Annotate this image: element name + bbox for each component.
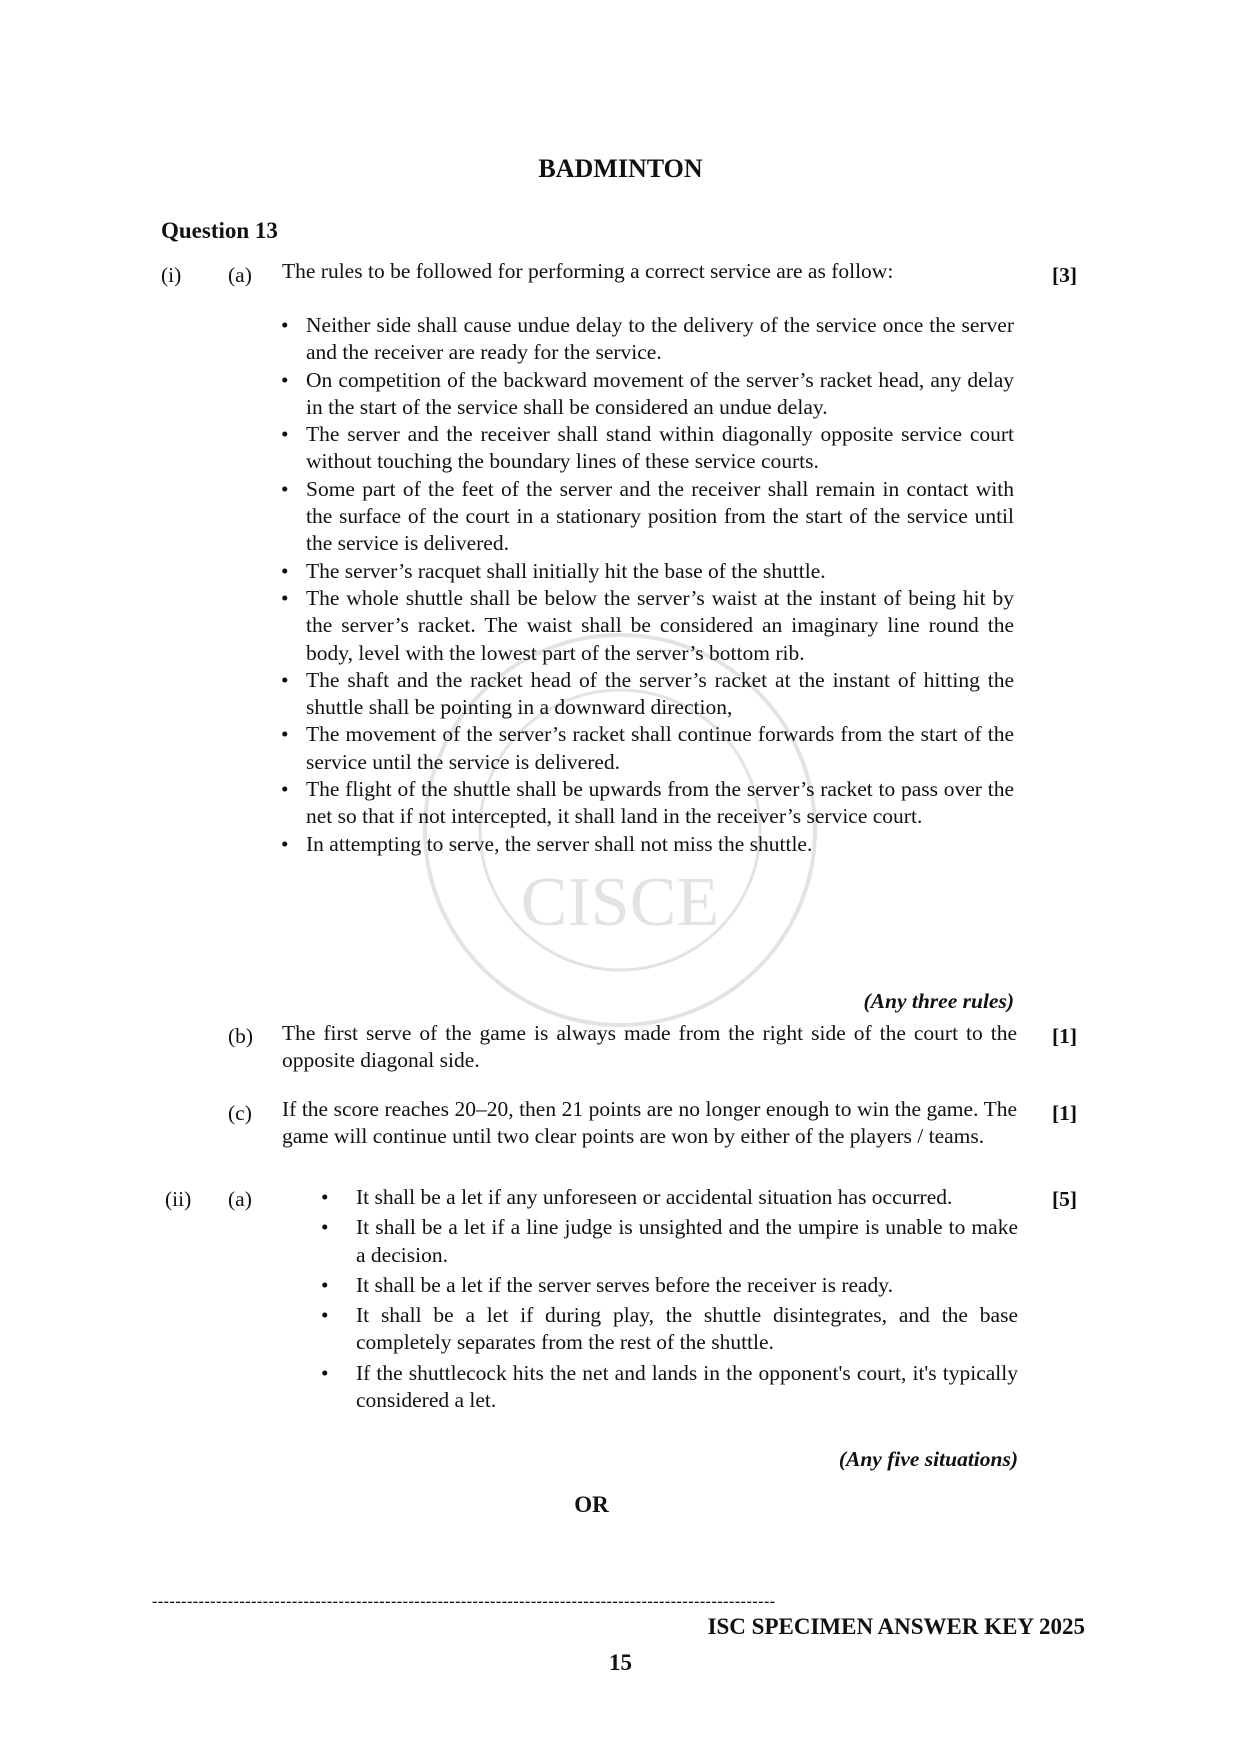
question-heading: Question 13 <box>161 218 278 243</box>
page-number: 15 <box>609 1650 632 1675</box>
or-separator: OR <box>574 1492 609 1517</box>
list-item: • On competition of the backward movement of the server’s racket head, any delay in the start of the service shall be considered an undue delay. <box>281 367 1014 422</box>
list-item: • The shaft and the racket head of the server’s racket at the instant of hitting the shuttle shall be pointing in a downward direction, <box>281 667 1014 722</box>
list-item: • The flight of the shuttle shall be upwards from the server’s racket to pass over the net so that if not intercepted, it shall land in the receiver’s service court. <box>281 776 1014 831</box>
part-ii-a-marks: [5] <box>1052 1187 1078 1211</box>
part-i-c-text: If the score reaches 20–20, then 21 points are no longer enough to win the game. The game will continue until two clear points are won by either of the players / teams. <box>282 1097 1017 1149</box>
list-item: • It shall be a let if during play, the shuttle disintegrates, and the base completely separates from the rest of the shuttle. <box>318 1302 1018 1357</box>
part-ii-a-label: (a) <box>228 1187 252 1211</box>
part-i-c-label: (c) <box>228 1101 252 1125</box>
watermark-text: CISCE <box>520 864 720 941</box>
list-item: • The whole shuttle shall be below the server’s waist at the instant of being hit by the server’s racket. The waist shall be considered an imaginary line round the body, level with the lowest part of the server’s bottom rib. <box>281 585 1014 667</box>
list-item: • It shall be a let if the server serves before the receiver is ready. <box>318 1272 1018 1299</box>
part-i-a-label: (a) <box>228 263 252 287</box>
part-i-b-label: (b) <box>228 1024 254 1048</box>
let-situations-list <box>318 1184 1018 1417</box>
part-i-c-marks: [1] <box>1052 1101 1078 1125</box>
footer-title: ISC SPECIMEN ANSWER KEY 2025 <box>707 1614 1085 1639</box>
part-i-b-marks: [1] <box>1052 1024 1078 1048</box>
part-i-a-intro: The rules to be followed for performing a correct service are as follow: <box>282 259 894 283</box>
list-item: • If the shuttlecock hits the net and lands in the opponent's court, it's typically considered a let. <box>318 1360 1018 1415</box>
list-item: • The movement of the server’s racket shall continue forwards from the start of the service until the service is delivered. <box>281 721 1014 776</box>
any-five-situations-note: (Any five situations) <box>838 1447 1018 1471</box>
part-i-label: (i) <box>161 263 182 287</box>
footer-divider: ----------------------------------------------------------------------------------------------------------- <box>152 1593 776 1610</box>
list-item: • Some part of the feet of the server and the receiver shall remain in contact with the surface of the court in a stationary position from the start of the service until the service is delivered. <box>281 476 1014 558</box>
part-i-b-text: The first serve of the game is always made from the right side of the court to the opposite diagonal side. <box>282 1021 1017 1073</box>
list-item: • It shall be a let if a line judge is unsighted and the umpire is unable to make a decision. <box>318 1214 1018 1269</box>
part-ii-label: (ii) <box>165 1187 192 1211</box>
list-item: • In attempting to serve, the server shall not miss the shuttle. <box>281 831 1014 858</box>
page-title: BADMINTON <box>538 154 703 183</box>
list-item: • Neither side shall cause undue delay to the delivery of the service once the server and the receiver are ready for the service. <box>281 312 1014 367</box>
list-item: • It shall be a let if any unforeseen or accidental situation has occurred. <box>318 1184 1018 1211</box>
list-item: • The server and the receiver shall stand within diagonally opposite service court without touching the boundary lines of these service courts. <box>281 421 1014 476</box>
part-i-a-marks: [3] <box>1052 263 1078 287</box>
any-three-rules-note: (Any three rules) <box>863 989 1014 1013</box>
service-rules-list <box>281 312 1014 858</box>
list-item: • The server’s racquet shall initially hit the base of the shuttle. <box>281 558 1014 585</box>
